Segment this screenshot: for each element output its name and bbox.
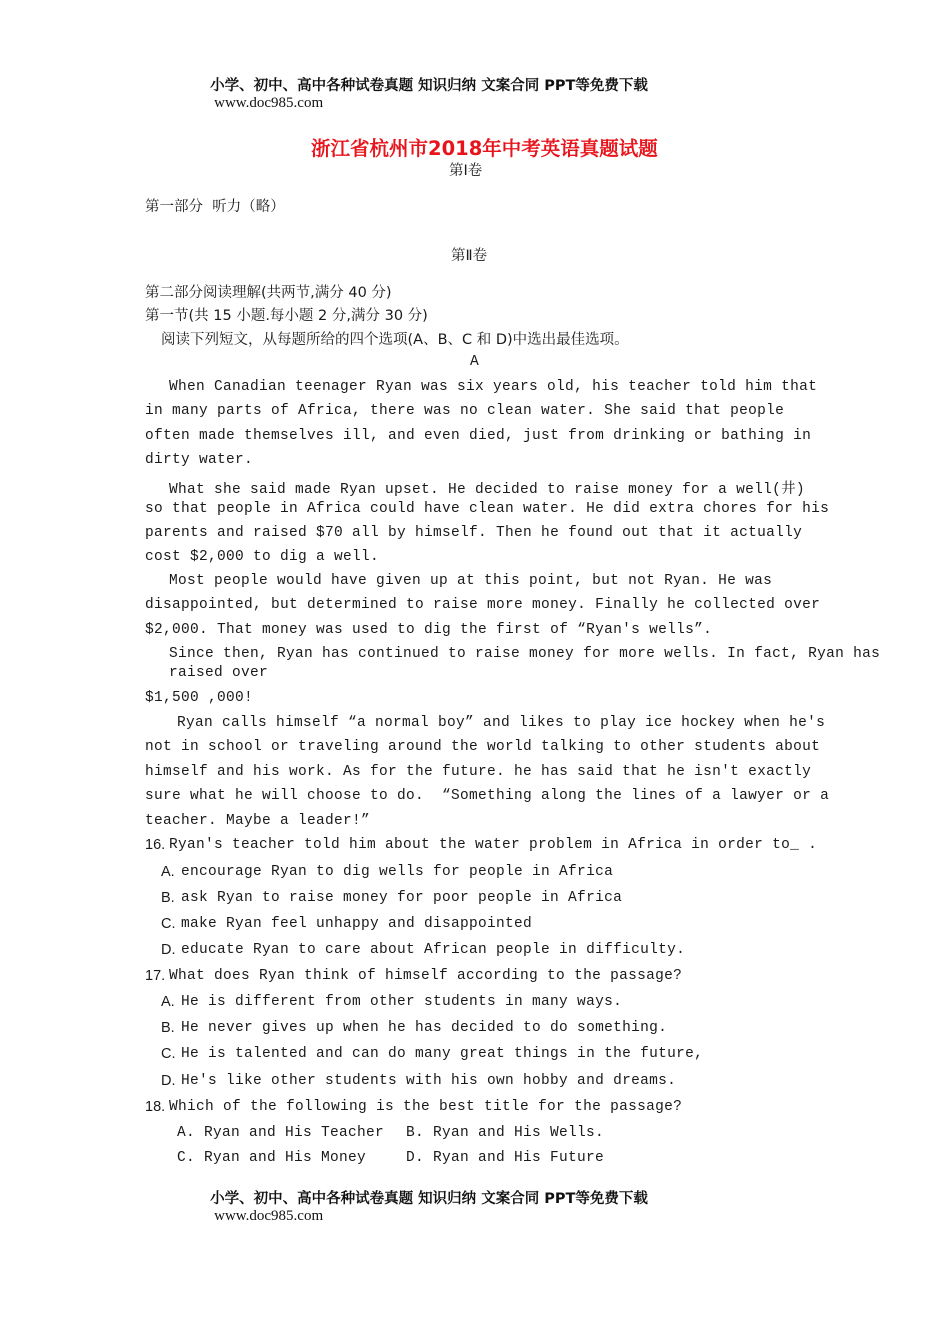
option-a[interactable]: encourage Ryan to dig wells for people in Africa <box>181 864 614 880</box>
passage-line: teacher. Maybe a leader!” <box>145 813 371 829</box>
option-b[interactable]: ask Ryan to raise money for poor people in Africa <box>181 890 623 906</box>
passage-line: What she said made Ryan upset. He decided to raise money for a well(井) <box>169 482 805 498</box>
volume-1-heading: 第Ⅰ卷 <box>449 163 483 179</box>
part-1-heading: 第一部分 听力（略） <box>145 199 285 215</box>
option-c[interactable]: C. Ryan and His Money <box>177 1150 367 1166</box>
option-a[interactable]: A. Ryan and His Teacher <box>177 1125 385 1141</box>
passage-line: himself and his work. As for the future. he has said that he isn't exactly <box>145 764 812 780</box>
option-letter: B. <box>161 890 175 906</box>
option-d[interactable]: educate Ryan to care about African people in difficulty. <box>181 942 686 958</box>
passage-label: A <box>470 354 480 370</box>
instruction-text: 阅读下列短文，从每题所给的四个选项(A、B、C 和 D)中选出最佳选项。 <box>161 332 629 348</box>
passage-line: Since then, Ryan has continued to raise money for more wells. In fact, Ryan has <box>169 646 881 662</box>
option-letter: C. <box>161 916 176 932</box>
header-banner-text: 小学、初中、高中各种试卷真题 知识归纳 文案合同 PPT等免费下载 <box>210 78 648 94</box>
option-letter: A. <box>161 864 175 880</box>
passage-line: often made themselves ill, and even died, just from drinking or bathing in <box>145 428 812 444</box>
option-d[interactable]: D. Ryan and His Future <box>406 1150 605 1166</box>
passage-line: parents and raised $70 all by himself. Then he found out that it actually <box>145 525 803 541</box>
header-banner <box>200 58 648 112</box>
page-title: 浙江省杭州市2018年中考英语真题试题 <box>311 137 658 160</box>
question-number: 16. <box>145 837 166 853</box>
passage-line: Ryan calls himself “a normal boy” and likes to play ice hockey when he's <box>177 715 826 731</box>
section-1-heading: 第一节(共 15 小题.每小题 2 分,满分 30 分) <box>145 308 428 324</box>
option-letter: C. <box>161 1046 176 1062</box>
passage-line: dirty water. <box>145 452 254 468</box>
passage-line: Most people would have given up at this point, but not Ryan. He was <box>169 573 773 589</box>
option-b[interactable]: He never gives up when he has decided to do something. <box>181 1020 668 1036</box>
passage-line: sure what he will choose to do. “Something along the lines of a lawyer or a <box>145 788 830 804</box>
passage-line: $1,500 ,000! <box>145 690 254 706</box>
option-letter: A. <box>161 994 175 1010</box>
header-banner-url[interactable]: www.doc985.com <box>214 95 324 111</box>
passage-line: disappointed, but determined to raise more money. Finally he collected over <box>145 597 821 613</box>
question-stem: Which of the following is the best title for the passage? <box>169 1099 683 1115</box>
passage-line: When Canadian teenager Ryan was six years old, his teacher told him that <box>169 379 818 395</box>
passage-line: so that people in Africa could have clean water. He did extra chores for his <box>145 501 830 517</box>
footer-banner <box>200 1171 648 1225</box>
option-letter: B. <box>161 1020 175 1036</box>
question-number: 18. <box>145 1099 166 1115</box>
passage-line: in many parts of Africa, there was no clean water. She said that people <box>145 403 785 419</box>
footer-banner-url[interactable]: www.doc985.com <box>214 1208 324 1224</box>
passage-line: $2,000. That money was used to dig the first of “Ryan's wells”. <box>145 622 713 638</box>
question-number: 17. <box>145 968 166 984</box>
volume-2-heading: 第Ⅱ卷 <box>451 248 488 264</box>
option-d[interactable]: He's like other students with his own hobby and dreams. <box>181 1073 677 1089</box>
question-stem: What does Ryan think of himself according to the passage? <box>169 968 683 984</box>
option-a[interactable]: He is different from other students in many ways. <box>181 994 623 1010</box>
passage-line: not in school or traveling around the world talking to other students about <box>145 739 821 755</box>
question-stem: Ryan's teacher told him about the water problem in Africa in order to_ . <box>169 837 818 853</box>
option-letter: D. <box>161 942 176 958</box>
part-2-heading: 第二部分阅读理解(共两节,满分 40 分) <box>145 285 392 301</box>
option-c[interactable]: make Ryan feel unhappy and disappointed <box>181 916 533 932</box>
option-letter: D. <box>161 1073 176 1089</box>
footer-banner-text: 小学、初中、高中各种试卷真题 知识归纳 文案合同 PPT等免费下载 <box>210 1191 648 1207</box>
option-c[interactable]: He is talented and can do many great things in the future, <box>181 1046 704 1062</box>
option-b[interactable]: B. Ryan and His Wells. <box>406 1125 605 1141</box>
passage-line: cost $2,000 to dig a well. <box>145 549 380 565</box>
passage-line: raised over <box>169 665 269 681</box>
